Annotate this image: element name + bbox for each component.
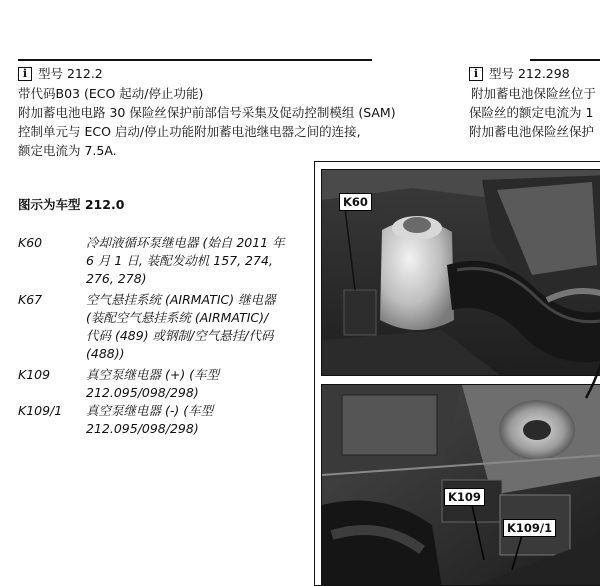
- info-icon: i: [18, 67, 32, 81]
- legend-desc-line: 代码 (489) 或钢制/空气悬挂/代码: [86, 328, 274, 343]
- info-icon-right: i: [469, 67, 483, 81]
- paragraph-line: 额定电流为 7.5A.: [18, 143, 117, 158]
- engine-photo-bottom-art: [322, 385, 600, 586]
- legend-code: K60: [18, 235, 43, 250]
- legend-desc-line: (488)): [86, 346, 125, 361]
- legend-code: K109/1: [18, 403, 63, 418]
- section-heading: 图示为车型 212.0: [18, 197, 125, 212]
- legend-desc-line: 真空泵继电器 (-) (车型: [86, 403, 214, 418]
- legend-code: K109: [18, 367, 51, 382]
- legend-desc-line: 212.095/098/298): [86, 421, 199, 436]
- paragraph-line-right: 保险丝的额定电流为 1: [469, 105, 594, 120]
- paragraph-line: 附加蓄电池电路 30 保险丝保护前部信号采集及促动控制模组 (SAM): [18, 105, 396, 120]
- legend-desc-line: 空气悬挂系统 (AIRMATIC) 继电器: [86, 292, 276, 307]
- callout-k109-1: K109/1: [503, 519, 556, 537]
- legend-desc-line: 212.095/098/298): [86, 385, 199, 400]
- callout-k60: K60: [339, 193, 372, 211]
- connector-line: [584, 360, 600, 400]
- legend-code: K67: [18, 292, 43, 307]
- engine-photo-bottom: [321, 384, 600, 586]
- callout-k109: K109: [444, 488, 485, 506]
- paragraph-line-right: 附加蓄电池保险丝位于: [471, 86, 597, 101]
- header-rule-left: [18, 59, 372, 61]
- legend-desc-line: 真空泵继电器 (+) (车型: [86, 367, 220, 382]
- model-label: 型号 212.2: [38, 66, 103, 81]
- legend-desc-line: 冷却液循环泵继电器 (始自 2011 年: [86, 235, 285, 250]
- model-label-right: 型号 212.298: [489, 66, 570, 81]
- legend-desc-line: (装配空气悬挂系统 (AIRMATIC)/: [86, 310, 269, 325]
- header-rule-right: [530, 59, 600, 61]
- paragraph-line: 控制单元与 ECO 启动/停止功能附加蓄电池继电器之间的连接,: [18, 124, 361, 139]
- paragraph-line: 带代码B03 (ECO 起动/停止功能): [18, 86, 204, 101]
- legend-desc-line: 6 月 1 日, 装配发动机 157, 274,: [86, 253, 273, 268]
- paragraph-line-right: 附加蓄电池保险丝保护: [469, 124, 595, 139]
- legend-desc-line: 276, 278): [86, 271, 147, 286]
